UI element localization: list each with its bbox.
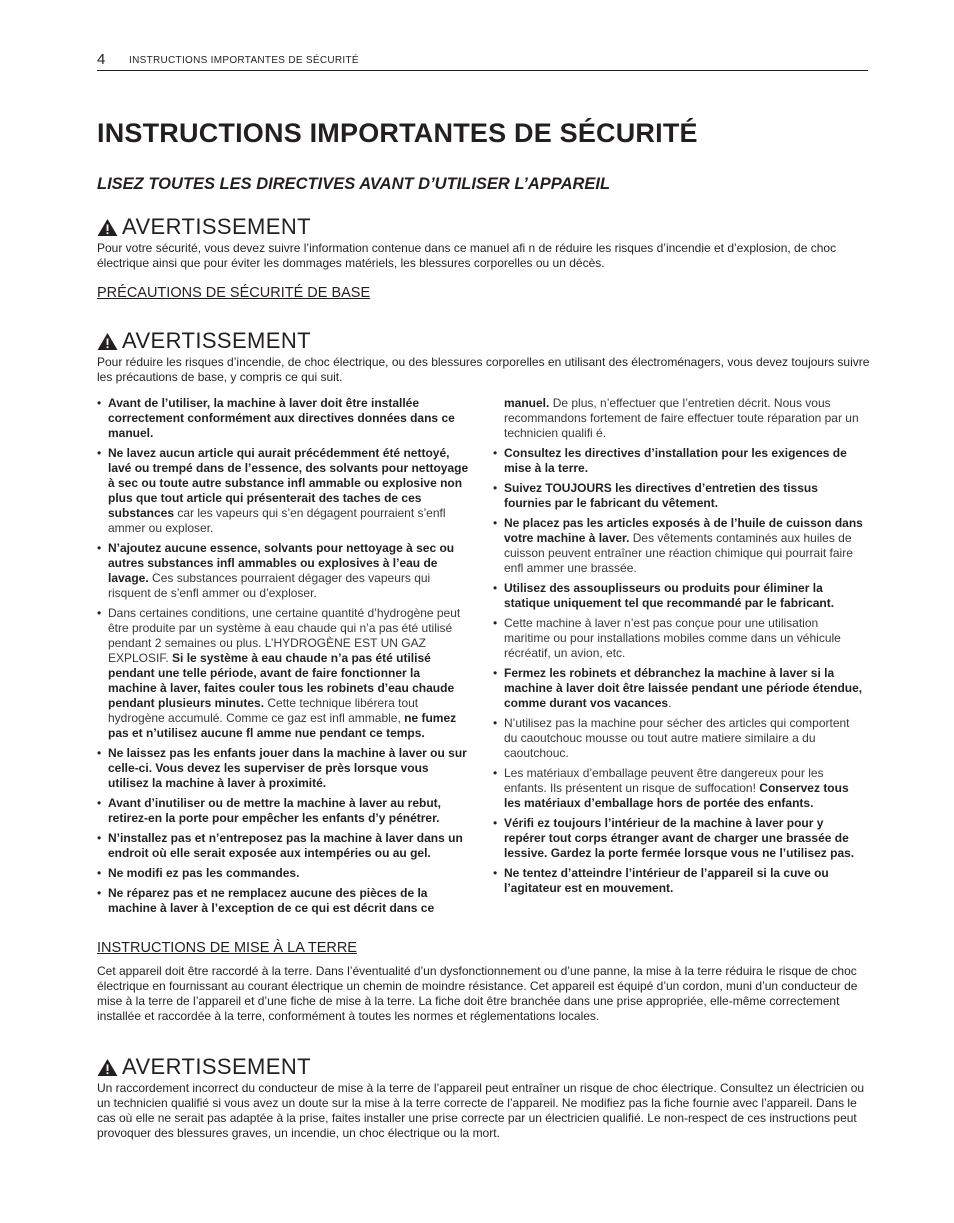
page-number: 4 bbox=[97, 51, 106, 68]
list-item: • Dans certaines conditions, une certaine quantité d’hydrogène peut être produite par un système à eau chaude qui n’a pas été utilisé pendant 2 semaines ou plus. L’HYDROGÈNE EST UN GAZ EXPLOSIF. Si le système à eau chaude n’a pas été utilisé pendant une telle période, avant de faire fonctionner la machine à laver, faites couler tous les robinets d’eau chaude pendant plusieurs minutes. Cette technique libérera tout hydrogène accumulé. Comme ce gaz est infl ammable, ne fumez pas et n’utilisez aucune fl amme nue pendant ce temps. bbox=[97, 606, 469, 741]
list-item: • Fermez les robinets et débranchez la machine à laver si la machine à laver doit être laissée pendant une période étendue, comme durant vos vacances. bbox=[493, 666, 865, 711]
list-item: • Ne tentez d’atteindre l’intérieur de l’appareil si la cuve ou l’agitateur est en mouvement. bbox=[493, 866, 865, 896]
warning-label: AVERTISSEMENT bbox=[122, 214, 311, 239]
page-title: INSTRUCTIONS IMPORTANTES DE SÉCURITÉ bbox=[97, 118, 698, 148]
page-subtitle: LISEZ TOUTES LES DIRECTIVES AVANT D’UTILISER L’APPAREIL bbox=[97, 175, 611, 193]
list-item: • Ne réparez pas et ne remplacez aucune des pièces de la machine à laver à l’exception de ce qui est décrit dans ce bbox=[97, 886, 469, 916]
list-item: • Utilisez des assouplisseurs ou produits pour éliminer la statique uniquement tel que recommandé par le fabricant. bbox=[493, 581, 865, 611]
list-item: • Suivez TOUJOURS les directives d’entretien des tissus fournies par le fabricant du vêtement. bbox=[493, 481, 865, 511]
list-item: • Avant de l’utiliser, la machine à laver doit être installée correctement conformément aux directives données dans ce manuel. bbox=[97, 396, 469, 441]
list-item: • Avant d’inutiliser ou de mettre la machine à laver au rebut, retirez-en la porte pour empêcher les enfants d’y pénétrer. bbox=[97, 796, 469, 826]
list-item: • N’utilisez pas la machine pour sécher des articles qui comportent du caoutchouc mousse ou tout autre matiere similaire a du caoutchouc. bbox=[493, 716, 865, 761]
warning-label: AVERTISSEMENT bbox=[122, 1054, 311, 1079]
section-basic-precautions: PRÉCAUTIONS DE SÉCURITÉ DE BASE bbox=[97, 285, 371, 301]
warning-triangle-icon bbox=[97, 332, 118, 351]
list-item: • Vérifi ez toujours l’intérieur de la machine à laver pour y repérer tout corps étranger avant de charger une brassée de lessive. Gardez la porte fermée lorsque vous ne l’utilisez pas. bbox=[493, 816, 865, 861]
warning-label: AVERTISSEMENT bbox=[122, 328, 311, 353]
page-header bbox=[97, 51, 868, 71]
warning-heading-2 bbox=[97, 328, 311, 354]
header-title: INSTRUCTIONS IMPORTANTES DE SÉCURITÉ bbox=[129, 55, 359, 66]
warning-heading-1 bbox=[97, 214, 311, 240]
right-column bbox=[493, 396, 865, 901]
left-column bbox=[97, 396, 469, 921]
list-item: • Ne laissez pas les enfants jouer dans la machine à laver ou sur celle-ci. Vous devez les superviser de près lorsque vous utilisez la machine à laver à proximité. bbox=[97, 746, 469, 791]
list-item-continued: manuel. De plus, n’effectuer que l’entretien décrit. Nous vous recommandons fortement de faire effectuer toute réparation par un technicien qualifi é. bbox=[504, 396, 859, 440]
list-item: • Ne modifi ez pas les commandes. bbox=[97, 866, 469, 881]
list-item: • Ne placez pas les articles exposés à de l’huile de cuisson dans votre machine à laver. Des vêtements contaminés aux huiles de cuisson peuvent entraîner une réaction chimique qui pourrait faire enfl ammer une brassée. bbox=[493, 516, 865, 576]
list-item: • N’installez pas et n’entreposez pas la machine à laver dans un endroit où elle serait exposée aux intempéries ou au gel. bbox=[97, 831, 469, 861]
list-item: • Cette machine à laver n’est pas conçue pour une utilisation maritime ou pour installations mobiles comme dans un véhicule récréatif, un avion, etc. bbox=[493, 616, 865, 661]
warning-text-2: Pour réduire les risques d’incendie, de choc électrique, ou des blessures corporelles en utilisant des électroménagers, vous devez toujours suivre les précautions de base, y compris ce qui suit. bbox=[97, 355, 870, 384]
list-item: • Ne lavez aucun article qui aurait précédemment été nettoyé, lavé ou trempé dans de l’essence, des solvants pour nettoyage à sec ou toute autre substance infl ammable ou explosive non plus que tout article qui présenterait des taches de ces substances car les vapeurs qui s’en dégagent pourraient s’enfl ammer ou exploser. bbox=[97, 446, 469, 536]
list-item: • Consultez les directives d’installation pour les exigences de mise à la terre. bbox=[493, 446, 865, 476]
warning-triangle-icon bbox=[97, 1058, 118, 1077]
warning-triangle-icon bbox=[97, 218, 118, 237]
grounding-text: Cet appareil doit être raccordé à la terre. Dans l’éventualité d’un dysfonctionnement ou d’une panne, la mise à la terre réduira le risque de choc électrique en fournissant au courant électrique un chemin de moindre résistance. Cet appareil est équipé d’un cordon, muni d’un conducteur de mise à la terre de l’appareil et d’une fiche de mise à la terre. La fiche doit être branchée dans une prise appropriée, elle-même correctement installée et raccordée à la terre, conformément à toutes les normes et réglementations locales. bbox=[97, 964, 858, 1023]
warning-text-1: Pour votre sécurité, vous devez suivre l’information contenue dans ce manuel afi n de réduire les risques d’incendie et d’explosion, de choc électrique ainsi que pour éviter les dommages matériels, les blessures corporelles ou un décès. bbox=[97, 241, 837, 270]
warning-heading-3 bbox=[97, 1054, 311, 1080]
warning-text-3: Un raccordement incorrect du conducteur de mise à la terre de l’appareil peut entraîner un risque de choc électrique. Consultez un électricien ou un technicien qualifié si vous avez un doute sur la mise à la terre correcte de l’appareil. Ne modifiez pas la fiche fournie avec l’appareil. Dans le cas où elle ne serait pas adaptée à la prise, faites installer une prise correcte par un électricien qualifié. Le non-respect de ces instructions peut provoquer des blessures graves, un incendie, un choc électrique ou la mort. bbox=[97, 1081, 865, 1140]
list-item: • Les matériaux d’emballage peuvent être dangereux pour les enfants. Ils présentent un risque de suffocation! Conservez tous les matériaux d’emballage hors de portée des enfants. bbox=[493, 766, 865, 811]
list-item: • N’ajoutez aucune essence, solvants pour nettoyage à sec ou autres substances infl ammables ou explosives à l’eau de lavage. Ces substances pourraient dégager des vapeurs qui risquent de s’enfl ammer ou d’exploser. bbox=[97, 541, 469, 601]
section-grounding: INSTRUCTIONS DE MISE À LA TERRE bbox=[97, 940, 357, 956]
